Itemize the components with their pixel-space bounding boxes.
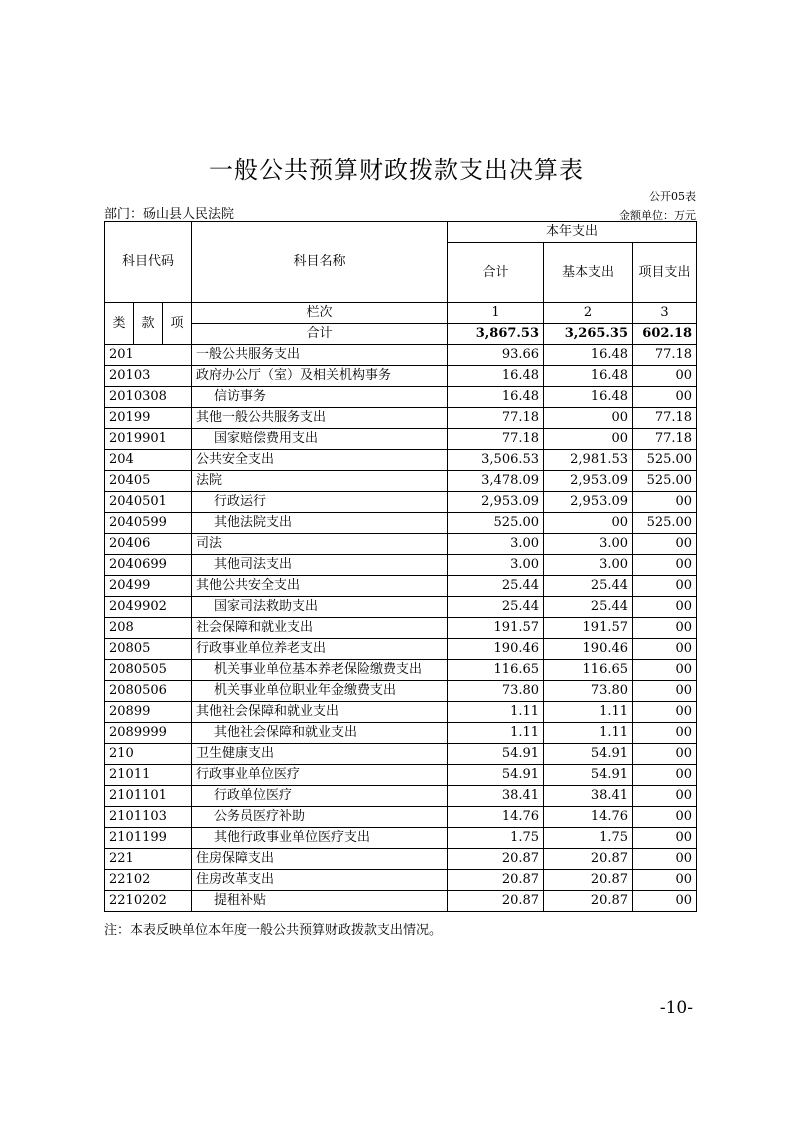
row-basic: 16.48 [544,387,633,408]
table-row [105,555,697,576]
row-code: 20899 [105,702,192,723]
row-name: 行政事业单位养老支出 [192,639,448,660]
row-code: 2080505 [105,660,192,681]
header-kuan: 款 [134,303,163,345]
row-code: 2210202 [105,891,192,912]
row-name: 其他公共安全支出 [192,576,448,597]
row-code: 2040501 [105,492,192,513]
sum-basic: 3,265.35 [544,324,633,345]
row-code: 208 [105,618,192,639]
table-row [105,471,697,492]
row-project: 77.18 [633,345,697,366]
row-basic: 14.76 [544,807,633,828]
table-row [105,450,697,471]
row-code: 22102 [105,870,192,891]
row-basic: 25.44 [544,597,633,618]
row-name: 行政单位医疗 [192,786,448,807]
row-code: 20406 [105,534,192,555]
row-basic: 2,981.53 [544,450,633,471]
row-code: 2019901 [105,429,192,450]
row-total: 77.18 [448,429,544,450]
row-project: 00 [633,891,697,912]
row-code: 204 [105,450,192,471]
row-total: 73.80 [448,681,544,702]
row-code: 2089999 [105,723,192,744]
header-row-lanci [105,303,697,324]
row-project: 00 [633,786,697,807]
table-row [105,765,697,786]
row-name: 一般公共服务支出 [192,345,448,366]
header-n3: 3 [633,303,697,324]
unit-label: 金额单位：万元 [619,209,696,222]
row-total: 54.91 [448,765,544,786]
row-code: 2101101 [105,786,192,807]
row-project: 00 [633,534,697,555]
row-name: 国家司法救助支出 [192,597,448,618]
row-code: 20103 [105,366,192,387]
sum-label: 合计 [192,324,448,345]
row-basic: 00 [544,513,633,534]
row-project: 00 [633,618,697,639]
table-row [105,786,697,807]
row-total: 38.41 [448,786,544,807]
row-project: 00 [633,828,697,849]
row-project: 77.18 [633,429,697,450]
row-code: 20805 [105,639,192,660]
row-basic: 16.48 [544,366,633,387]
header-n2: 2 [544,303,633,324]
row-project: 00 [633,639,697,660]
row-total: 16.48 [448,387,544,408]
row-name: 国家赔偿费用支出 [192,429,448,450]
row-code: 2101199 [105,828,192,849]
row-code: 2049902 [105,597,192,618]
row-basic: 190.46 [544,639,633,660]
row-basic: 38.41 [544,786,633,807]
row-total: 25.44 [448,576,544,597]
row-name: 其他司法支出 [192,555,448,576]
department-label: 部门：砀山县人民法院 [104,207,235,222]
row-project: 00 [633,765,697,786]
header-year-group: 本年支出 [448,222,697,243]
row-name: 政府办公厅（室）及相关机构事务 [192,366,448,387]
row-total: 190.46 [448,639,544,660]
row-name: 其他社会保障和就业支出 [192,723,448,744]
row-project: 00 [633,744,697,765]
row-project: 525.00 [633,513,697,534]
table-row [105,828,697,849]
row-name: 其他行政事业单位医疗支出 [192,828,448,849]
row-project: 00 [633,702,697,723]
row-total: 3,506.53 [448,450,544,471]
row-project: 00 [633,366,697,387]
row-project: 00 [633,555,697,576]
header-col-total: 合计 [448,243,544,303]
row-basic: 2,953.09 [544,492,633,513]
table-row [105,807,697,828]
row-code: 221 [105,849,192,870]
row-project: 525.00 [633,471,697,492]
header-lei: 类 [105,303,134,345]
row-basic: 2,953.09 [544,471,633,492]
row-basic: 25.44 [544,576,633,597]
table-row [105,849,697,870]
header-n1: 1 [448,303,544,324]
row-project: 00 [633,849,697,870]
table-row [105,618,697,639]
table-row [105,345,697,366]
row-total: 93.66 [448,345,544,366]
expenditure-table [104,221,697,912]
row-total: 25.44 [448,597,544,618]
row-total: 16.48 [448,366,544,387]
row-code: 210 [105,744,192,765]
row-code: 20405 [105,471,192,492]
row-basic: 1.11 [544,723,633,744]
row-code: 2101103 [105,807,192,828]
table-row [105,660,697,681]
row-total: 525.00 [448,513,544,534]
row-basic: 00 [544,429,633,450]
row-project: 00 [633,387,697,408]
row-project: 00 [633,681,697,702]
row-basic: 54.91 [544,765,633,786]
row-name: 信访事务 [192,387,448,408]
page-number: -10- [659,998,693,1018]
row-basic: 54.91 [544,744,633,765]
row-code: 21011 [105,765,192,786]
row-total: 54.91 [448,744,544,765]
row-total: 3.00 [448,555,544,576]
form-number: 公开05表 [649,190,696,203]
row-name: 住房保障支出 [192,849,448,870]
row-basic: 16.48 [544,345,633,366]
row-project: 00 [633,807,697,828]
row-name: 住房改革支出 [192,870,448,891]
table-row [105,513,697,534]
row-total: 2,953.09 [448,492,544,513]
sum-project: 602.18 [633,324,697,345]
row-total: 20.87 [448,891,544,912]
header-code-group: 科目代码 [105,222,192,303]
row-name: 司法 [192,534,448,555]
row-project: 00 [633,723,697,744]
row-total: 77.18 [448,408,544,429]
row-name: 其他法院支出 [192,513,448,534]
row-project: 77.18 [633,408,697,429]
row-total: 116.65 [448,660,544,681]
row-total: 1.11 [448,702,544,723]
row-project: 00 [633,870,697,891]
table-row [105,408,697,429]
row-name: 机关事业单位职业年金缴费支出 [192,681,448,702]
row-name: 行政运行 [192,492,448,513]
table-row [105,891,697,912]
table-row [105,870,697,891]
row-name: 行政事业单位医疗 [192,765,448,786]
row-total: 20.87 [448,870,544,891]
table-row [105,387,697,408]
row-project: 00 [633,492,697,513]
row-basic: 73.80 [544,681,633,702]
row-basic: 1.11 [544,702,633,723]
row-basic: 116.65 [544,660,633,681]
row-code: 201 [105,345,192,366]
table-row [105,429,697,450]
row-code: 2010308 [105,387,192,408]
row-name: 公共安全支出 [192,450,448,471]
row-basic: 3.00 [544,555,633,576]
row-name: 提租补贴 [192,891,448,912]
header-col-basic: 基本支出 [544,243,633,303]
footnote: 注：本表反映单位本年度一般公共预算财政拨款支出情况。 [104,923,443,938]
row-code: 20499 [105,576,192,597]
row-basic: 00 [544,408,633,429]
row-total: 191.57 [448,618,544,639]
row-total: 20.87 [448,849,544,870]
header-row-1 [105,222,697,243]
row-name: 其他社会保障和就业支出 [192,702,448,723]
row-basic: 3.00 [544,534,633,555]
row-basic: 20.87 [544,870,633,891]
row-total: 14.76 [448,807,544,828]
row-project: 525.00 [633,450,697,471]
row-total: 3,478.09 [448,471,544,492]
sum-total: 3,867.53 [448,324,544,345]
table-row [105,576,697,597]
row-name: 机关事业单位基本养老保险缴费支出 [192,660,448,681]
table-row [105,702,697,723]
table-row [105,597,697,618]
row-basic: 20.87 [544,891,633,912]
row-name: 法院 [192,471,448,492]
row-code: 2040699 [105,555,192,576]
row-basic: 1.75 [544,828,633,849]
table-row [105,492,697,513]
row-total: 1.11 [448,723,544,744]
row-name: 公务员医疗补助 [192,807,448,828]
row-basic: 20.87 [544,849,633,870]
header-name: 科目名称 [192,222,448,303]
header-lanci: 栏次 [192,303,448,324]
table-row [105,744,697,765]
row-code: 2080506 [105,681,192,702]
table-row [105,723,697,744]
table-row [105,366,697,387]
row-project: 00 [633,597,697,618]
row-basic: 191.57 [544,618,633,639]
row-total: 3.00 [448,534,544,555]
table-row [105,639,697,660]
header-col-project: 项目支出 [633,243,697,303]
header-xiang: 项 [163,303,192,345]
sum-row [105,324,697,345]
table-row [105,534,697,555]
table-row [105,681,697,702]
row-name: 其他一般公共服务支出 [192,408,448,429]
row-name: 社会保障和就业支出 [192,618,448,639]
row-code: 20199 [105,408,192,429]
row-name: 卫生健康支出 [192,744,448,765]
row-project: 00 [633,576,697,597]
page-title: 一般公共预算财政拨款支出决算表 [209,156,584,184]
row-total: 1.75 [448,828,544,849]
row-code: 2040599 [105,513,192,534]
row-project: 00 [633,660,697,681]
